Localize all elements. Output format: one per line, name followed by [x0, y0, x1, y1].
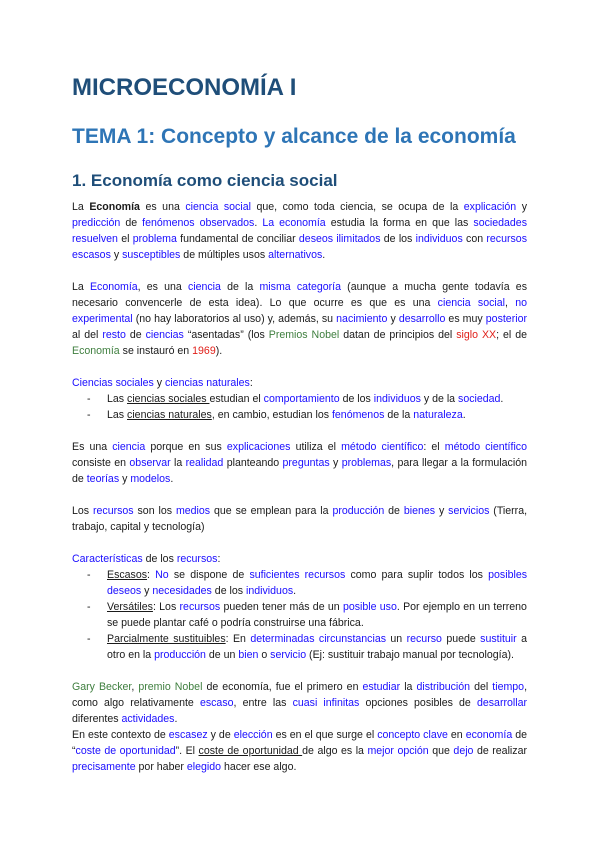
text-run: con [462, 233, 487, 245]
highlighted-term: explicación [463, 201, 517, 213]
text-run: se dispone de [168, 569, 250, 581]
highlighted-term: distribución [416, 681, 471, 693]
highlighted-term: posterior [485, 313, 527, 325]
highlighted-term: recurso [406, 633, 442, 645]
highlighted-term: método científico [341, 441, 424, 453]
text-run: (no hay laboratorios al uso) y, además, su [132, 313, 337, 325]
text-run: (Ej: sustituir trabajo manual por tecnología). [306, 649, 514, 661]
highlighted-term: deseos ilimitados [298, 233, 381, 245]
text-run: planteando [223, 457, 283, 469]
highlighted-term: comportamiento [263, 393, 340, 405]
text-run: ciencias sociales [127, 393, 210, 405]
text-run: la [170, 457, 186, 469]
text-run: como para suplir todos los [345, 569, 489, 581]
text-run: estudian el [209, 393, 264, 405]
document-body [72, 199, 527, 775]
text-run: la [400, 681, 417, 693]
text-run: de la [384, 409, 414, 421]
text-run: de “ [72, 729, 527, 757]
highlighted-term: recursos escasos [72, 233, 527, 261]
highlighted-term: escasez [168, 729, 208, 741]
highlighted-term: sociedad [458, 393, 501, 405]
text-run: de realizar [473, 745, 528, 757]
highlighted-term: desarrollo [398, 313, 446, 325]
text-run: utiliza el [290, 441, 342, 453]
highlighted-term: resto [102, 329, 126, 341]
highlighted-term: ciencia [112, 441, 146, 453]
chapter-title: TEMA 1: Concepto y alcance de la economía [72, 125, 516, 148]
text-run: La [72, 281, 90, 293]
text-run: se instauró en [119, 345, 193, 357]
highlighted-term: no experimental [72, 297, 527, 325]
text-run: , en cambio, estudian los [211, 409, 332, 421]
text-run: el [117, 233, 133, 245]
highlighted-term: fenómenos [331, 409, 385, 421]
highlighted-term: dejo [453, 745, 474, 757]
highlighted-term: misma categoría [259, 281, 341, 293]
text-run: que, como toda ciencia, se ocupa de la [250, 201, 464, 213]
highlighted-term: escaso [199, 697, 234, 709]
text-run: a otro en la [107, 633, 527, 661]
text-run: : [249, 377, 253, 389]
highlighted-term: sustituir [480, 633, 517, 645]
text-run: : [147, 569, 156, 581]
text-run: de los [380, 233, 416, 245]
text-run: , para llegar a la formulación de [72, 457, 527, 485]
highlighted-term: concepto clave [377, 729, 448, 741]
text-run: de algo es la [302, 745, 368, 757]
text-run: y [153, 377, 166, 389]
highlighted-term: alternativos [268, 249, 323, 261]
highlighted-term: observar [129, 457, 171, 469]
text-run: o [258, 649, 271, 661]
text-run: Economía [89, 201, 140, 213]
text-run: (aunque a mucha gente todavía es necesario convencerle de esta idea). Lo que ocurre es que es una [72, 281, 527, 309]
highlighted-term: individuos [373, 393, 421, 405]
text-run: : En [225, 633, 251, 645]
highlighted-term: Premios Nobel [268, 329, 340, 341]
highlighted-term: bienes [403, 505, 436, 517]
highlighted-term: Características [72, 553, 143, 565]
text-run: que [428, 745, 454, 757]
text-run: Las [107, 393, 128, 405]
text-run: y [435, 505, 449, 517]
highlighted-term: bien [238, 649, 259, 661]
highlighted-term: elegido [186, 761, 222, 773]
paragraph-gary-becker [72, 679, 527, 727]
highlighted-term: ciencias [145, 329, 184, 341]
text-run: coste de oportunidad [198, 745, 303, 757]
text-run: ciencias naturales [127, 409, 212, 421]
text-run: Versátiles [107, 601, 153, 613]
text-run: . [170, 473, 174, 485]
text-run: de [125, 329, 146, 341]
highlighted-term: necesidades [152, 585, 212, 597]
highlighted-term: recursos [179, 601, 221, 613]
text-run: , [131, 681, 139, 693]
highlighted-term: siglo XX [456, 329, 497, 341]
text-run: y [119, 473, 131, 485]
highlighted-term: precisamente [72, 761, 136, 773]
text-run: de [384, 505, 404, 517]
text-run: ”. El [175, 745, 199, 757]
text-run: : Los [152, 601, 180, 613]
highlighted-term: desarrollar [476, 697, 528, 709]
text-run: en [447, 729, 466, 741]
highlighted-term: predicción [72, 217, 121, 229]
text-run: y [387, 313, 399, 325]
text-run: por haber [135, 761, 187, 773]
highlighted-term: método científico [444, 441, 527, 453]
list-item [87, 631, 527, 663]
text-run: al del [72, 329, 103, 341]
text-run: hacer ese algo. [221, 761, 297, 773]
text-run: : [217, 553, 221, 565]
highlighted-term: medios [175, 505, 211, 517]
text-run: del [470, 681, 493, 693]
text-run: estudia la forma en que las [325, 217, 474, 229]
ciencias-list [72, 391, 527, 423]
text-run: Escasos [107, 569, 148, 581]
highlighted-term: estudiar [362, 681, 401, 693]
highlighted-term: servicios [448, 505, 490, 517]
highlighted-term: explicaciones [226, 441, 291, 453]
highlighted-term: susceptibles [122, 249, 181, 261]
text-run: . [254, 217, 263, 229]
text-run: , entre las [233, 697, 293, 709]
text-run: Las [107, 409, 128, 421]
text-run: . [500, 393, 504, 405]
paragraph-economia-ciencia [72, 279, 527, 359]
text-run: de [120, 217, 143, 229]
list-item [87, 407, 527, 423]
text-run: y de [207, 729, 234, 741]
highlighted-term: producción [332, 505, 385, 517]
highlighted-term: modelos [130, 473, 171, 485]
highlighted-term: Gary Becker [72, 681, 132, 693]
highlighted-term: servicio [270, 649, 307, 661]
paragraph-recursos [72, 503, 527, 535]
highlighted-term: Economía [89, 281, 138, 293]
text-run: Es una [72, 441, 113, 453]
text-run: . Por ejemplo en un terreno se puede plantar café o podría construirse una fábrica. [107, 601, 527, 629]
caracteristicas-heading [72, 551, 527, 567]
highlighted-term: producción [154, 649, 206, 661]
text-run: de economía, fue el primero en [202, 681, 363, 693]
highlighted-term: fenómenos observados [142, 217, 255, 229]
highlighted-term: recursos [176, 553, 218, 565]
text-run: : el [423, 441, 445, 453]
text-run: de los [142, 553, 177, 565]
text-run: . [322, 249, 326, 261]
text-run: de los [339, 393, 374, 405]
text-run: “asentadas” (los [183, 329, 269, 341]
highlighted-term: Ciencias sociales [72, 377, 154, 389]
list-item [87, 391, 527, 407]
text-run: son los [133, 505, 176, 517]
text-run: porque en sus [145, 441, 227, 453]
highlighted-term: economía [465, 729, 513, 741]
paragraph-definition [72, 199, 527, 263]
text-run: puede [441, 633, 481, 645]
text-run: La [72, 201, 90, 213]
text-run: de los [211, 585, 247, 597]
highlighted-term: premio Nobel [138, 681, 203, 693]
text-run: fundamental de conciliar [176, 233, 299, 245]
text-run: es en el que surge el [272, 729, 378, 741]
highlighted-term: coste de oportunidad [75, 745, 176, 757]
highlighted-term: sociedades resuelven [72, 217, 527, 245]
text-run: . [462, 409, 466, 421]
section-title: 1. Economía como ciencia social [72, 171, 338, 190]
highlighted-term: ciencia social [437, 297, 505, 309]
paragraph-coste-oportunidad [72, 727, 527, 775]
highlighted-term: determinadas circunstancias [250, 633, 387, 645]
ciencias-heading [72, 375, 527, 391]
highlighted-term: recursos [92, 505, 134, 517]
text-run: y de la [420, 393, 459, 405]
highlighted-term: problemas [341, 457, 392, 469]
text-run: es muy [445, 313, 486, 325]
text-run: consiste en [72, 457, 130, 469]
text-run: de un [205, 649, 239, 661]
highlighted-term: suficientes recursos [249, 569, 346, 581]
highlighted-term: posibles deseos [107, 569, 528, 597]
text-run: y [516, 201, 527, 213]
text-run: es una [139, 201, 186, 213]
text-run: pueden tener más de un [220, 601, 343, 613]
text-run: y [329, 457, 342, 469]
highlighted-term: ciencias naturales [165, 377, 250, 389]
text-run: que se emplean para la [210, 505, 333, 517]
list-item [87, 567, 527, 599]
text-run: y [141, 585, 153, 597]
list-item [87, 599, 527, 631]
highlighted-term: preguntas [282, 457, 330, 469]
text-run: de la [220, 281, 260, 293]
text-run: En este contexto de [72, 729, 169, 741]
highlighted-term: posible uso [342, 601, 397, 613]
text-run: , es una [137, 281, 188, 293]
highlighted-term: 1969 [192, 345, 216, 357]
highlighted-term: elección [233, 729, 273, 741]
text-run: , como algo relativamente [72, 681, 528, 709]
text-run: diferentes [72, 713, 122, 725]
text-run: datan de principios del [339, 329, 457, 341]
text-run: Parcialmente sustituibles [107, 633, 226, 645]
highlighted-term: No [155, 569, 169, 581]
text-run: (Tierra, trabajo, capital y tecnología) [72, 505, 528, 533]
highlighted-term: teorías [86, 473, 120, 485]
caracteristicas-list [72, 567, 527, 663]
highlighted-term: problema [132, 233, 177, 245]
highlighted-term: realidad [185, 457, 224, 469]
main-title: MICROECONOMÍA I [72, 74, 297, 101]
highlighted-term: naturaleza [413, 409, 463, 421]
text-run: . [174, 713, 178, 725]
paragraph-metodo-cientifico [72, 439, 527, 487]
highlighted-term: ciencia [187, 281, 221, 293]
text-run: un [386, 633, 407, 645]
highlighted-term: cuasi infinitas [292, 697, 360, 709]
highlighted-term: La economía [262, 217, 326, 229]
highlighted-term: individuos [246, 585, 294, 597]
highlighted-term: Economía [72, 345, 120, 357]
text-run: Los [72, 505, 93, 517]
highlighted-term: actividades [121, 713, 175, 725]
highlighted-term: nacimiento [336, 313, 388, 325]
text-run: ). [215, 345, 223, 357]
text-run: ; el de [496, 329, 528, 341]
highlighted-term: individuos [415, 233, 463, 245]
highlighted-term: ciencia social [185, 201, 251, 213]
text-run: , [505, 297, 516, 309]
highlighted-term: mejor opción [367, 745, 429, 757]
text-run: y [110, 249, 123, 261]
text-run: de múltiples usos [180, 249, 269, 261]
text-run: opciones posibles de [359, 697, 477, 709]
text-run: . [293, 585, 297, 597]
highlighted-term: tiempo [492, 681, 525, 693]
